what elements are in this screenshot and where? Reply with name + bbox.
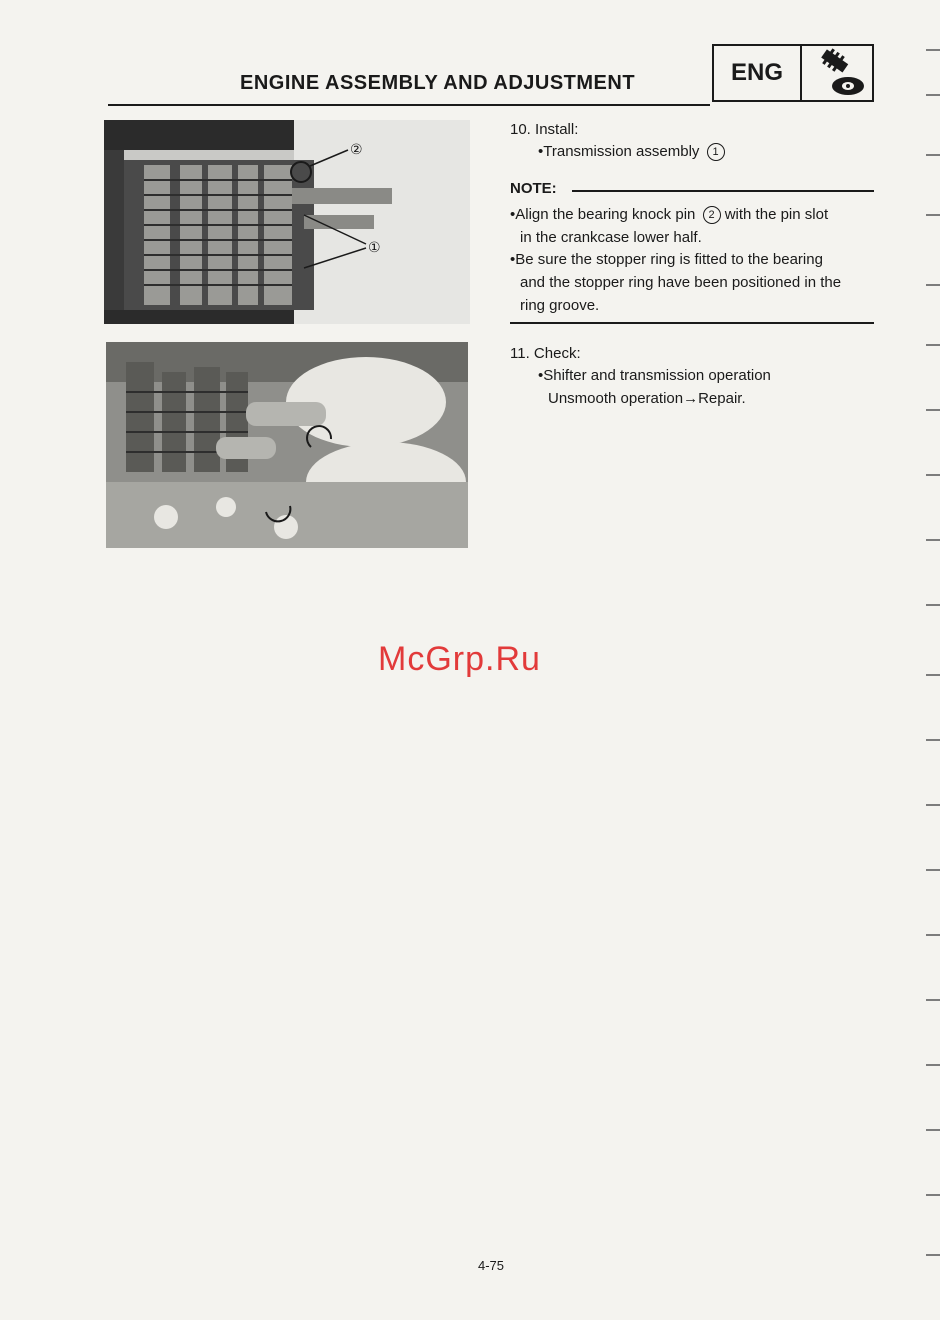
- watermark: McGrp.Ru: [378, 640, 541, 678]
- section-tag: ENG: [714, 46, 802, 100]
- callout-1: ①: [368, 240, 381, 256]
- page-title: ENGINE ASSEMBLY AND ADJUSTMENT: [240, 72, 636, 94]
- ref-number-1: 1: [707, 143, 725, 161]
- step-number: 11.: [510, 345, 530, 362]
- engine-icon: [802, 46, 872, 100]
- transmission-assembly-photo: [104, 120, 470, 324]
- callout-2: ②: [350, 142, 363, 158]
- note-rule-bottom: [510, 322, 874, 324]
- check-item: •Shifter and transmission operation: [538, 367, 771, 384]
- step-label: Check:: [533, 345, 581, 362]
- note-bullet-1-a: •Align the bearing knock pin: [510, 206, 696, 223]
- section-tag-box: [712, 44, 874, 102]
- step-11: [510, 342, 581, 365]
- note-bullet-1-c: in the crankcase lower half.: [520, 229, 702, 246]
- note-bullet-2: [510, 248, 880, 317]
- shifter-check-photo: [106, 342, 468, 548]
- note-bullet-2-b: and the stopper ring have been positioned in the: [520, 274, 842, 291]
- page-number: 4-75: [478, 1258, 505, 1273]
- header-rule: [108, 104, 710, 106]
- note-bullet-1-b: with the pin slot: [724, 206, 829, 223]
- step-10: [510, 118, 578, 141]
- margin-ticks: [918, 0, 940, 1320]
- step-label: Install:: [535, 121, 579, 138]
- note-bullet-2-c: ring groove.: [520, 297, 600, 314]
- install-item: [538, 140, 725, 163]
- note-bullet-2-a: •Be sure the stopper ring is fitted to the bearing: [510, 251, 823, 268]
- note-title: NOTE:: [510, 180, 557, 197]
- ref-number-2: 2: [703, 206, 721, 224]
- check-result: Unsmooth operation→Repair.: [548, 390, 746, 407]
- step-number: 10.: [510, 121, 531, 138]
- install-item-text: •Transmission assembly: [538, 143, 700, 160]
- note-bullet-1: [510, 203, 880, 249]
- note-rule-top: [572, 190, 874, 192]
